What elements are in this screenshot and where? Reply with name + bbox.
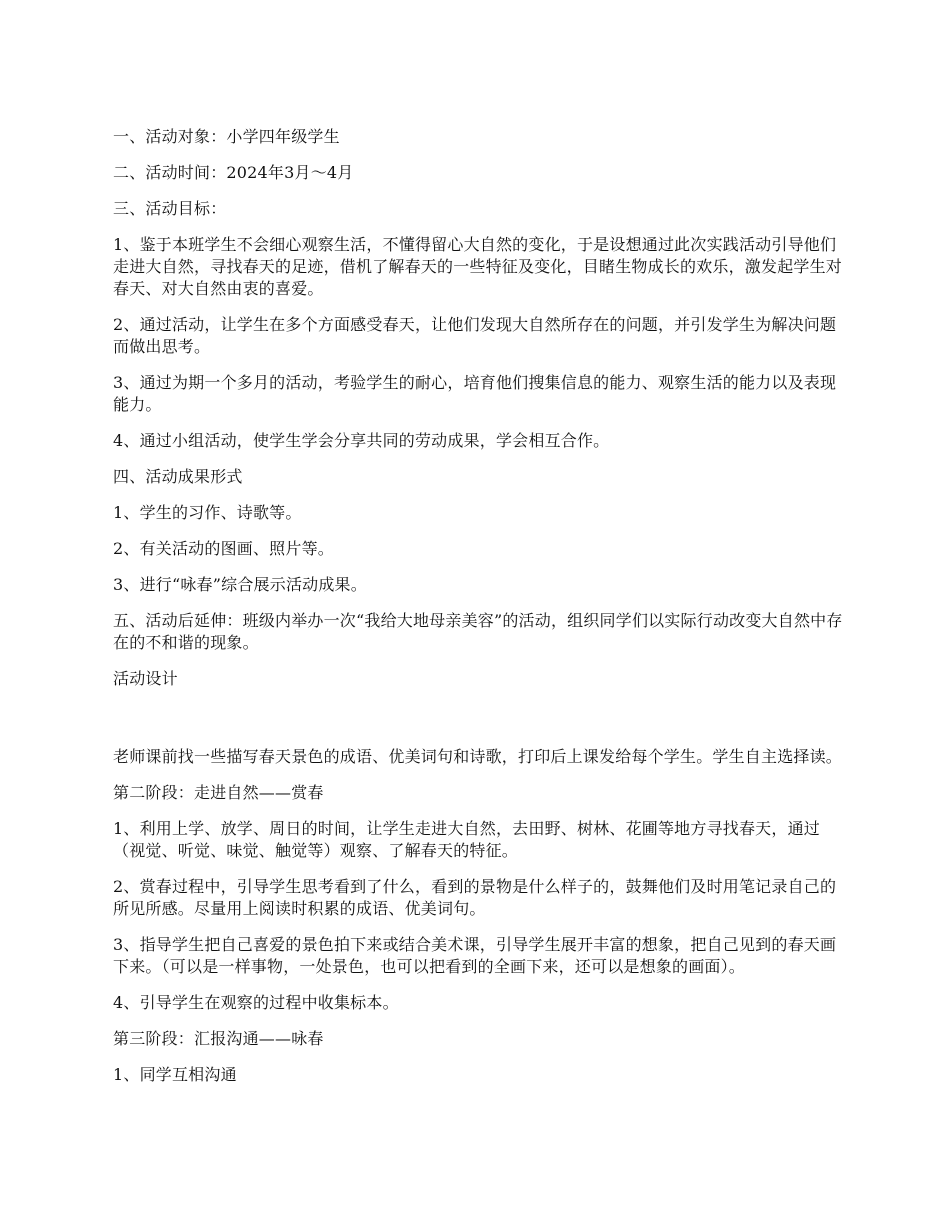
result-3: 3、进行“咏春”综合展示活动成果。 <box>113 575 367 594</box>
stage-2-item-1: 1、利用上学、放学、周日的时间，让学生走进大自然，去田野、树林、花圃等地方寻找春天，通过（视觉、听觉、味觉、触觉等）观察、了解春天的特征。 <box>113 819 820 860</box>
activity-target: 一、活动对象：小学四年级学生 <box>113 127 340 146</box>
activity-goals-heading: 三、活动目标： <box>113 199 227 218</box>
extension-paragraph: 五、活动后延伸：班级内举办一次“我给大地母亲美容”的活动，组织同学们以实际行动改变大自然中存在的不和谐的现象。 <box>113 611 843 652</box>
stage-2-item-4: 4、引导学生在观察的过程中收集标本。 <box>113 993 399 1012</box>
goal-4: 4、通过小组活动，使学生学会分享共同的劳动成果，学会相互合作。 <box>113 431 610 450</box>
document-page <box>113 126 843 1100</box>
teacher-prep-paragraph: 老师课前找一些描写春天景色的成语、优美词句和诗歌，打印后上课发给每个学生。学生自主选择读。 <box>113 747 843 766</box>
goal-2: 2、通过活动，让学生在多个方面感受春天，让他们发现大自然所存在的问题，并引发学生为解决问题而做出思考。 <box>113 315 837 356</box>
activity-design-heading: 活动设计 <box>113 669 178 688</box>
stage-2-item-3: 3、指导学生把自己喜爱的景色拍下来或结合美术课，引导学生展开丰富的想象，把自己见到的春天画下来。（可以是一样事物，一处景色，也可以把看到的全画下来，还可以是想象的画面）。 <box>113 935 837 976</box>
stage-3-heading: 第三阶段：汇报沟通——咏春 <box>113 1029 324 1048</box>
goal-1: 1、鉴于本班学生不会细心观察生活，不懂得留心大自然的变化，于是设想通过此次实践活动引导他们走进大自然，寻找春天的足迹，借机了解春天的一些特征及变化，目睹生物成长的欢乐，激发起学生对春天、对大自然由衷的喜爱。 <box>113 235 843 298</box>
result-1: 1、学生的习作、诗歌等。 <box>113 503 302 522</box>
results-heading: 四、活动成果形式 <box>113 467 243 486</box>
stage-2-item-2: 2、赏春过程中，引导学生思考看到了什么，看到的景物是什么样子的，鼓舞他们及时用笔记录自己的所见所感。尽量用上阅读时积累的成语、优美词句。 <box>113 877 837 918</box>
goal-3: 3、通过为期一个多月的活动，考验学生的耐心，培育他们搜集信息的能力、观察生活的能力以及表现能力。 <box>113 373 837 414</box>
result-2: 2、有关活动的图画、照片等。 <box>113 539 334 558</box>
stage-3-item-1: 1、同学互相沟通 <box>113 1065 237 1084</box>
stage-2-heading: 第二阶段：走进自然——赏春 <box>113 783 324 802</box>
activity-time: 二、活动时间：2024年3月～4月 <box>113 163 354 182</box>
blank-spacer <box>113 704 843 746</box>
